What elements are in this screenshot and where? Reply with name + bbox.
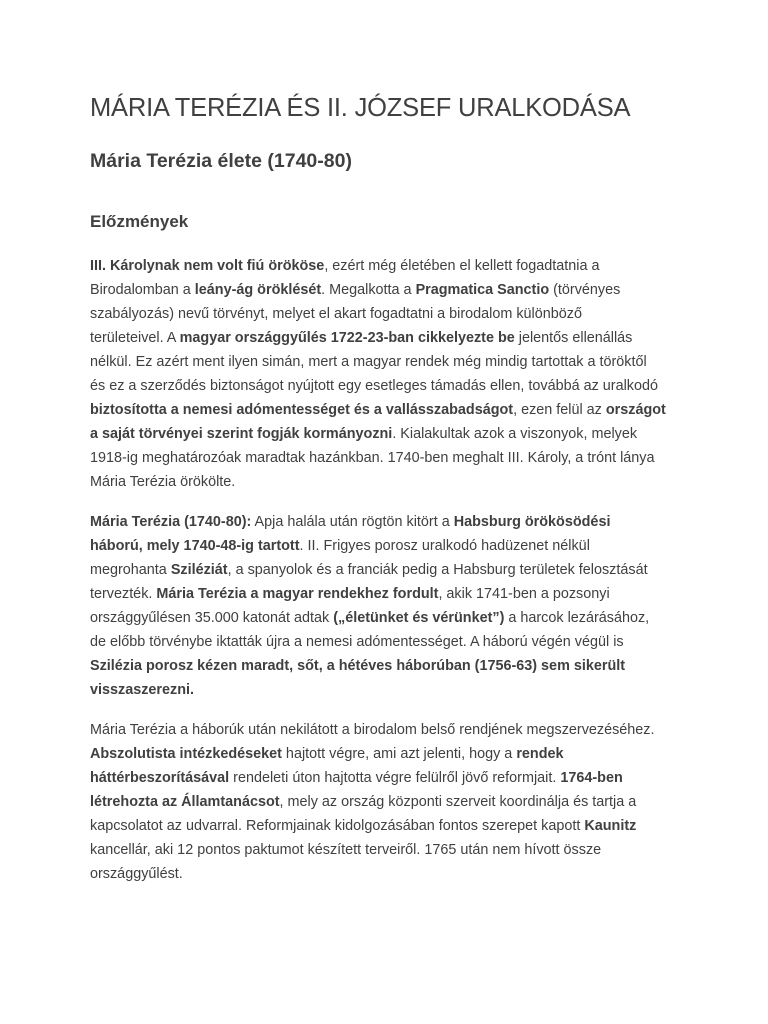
text-run: rendeleti úton hajtotta végre felülről jövő reformjait. — [229, 770, 561, 786]
page-subtitle: Mária Terézia élete (1740-80) — [90, 150, 352, 172]
text-run: , akik 1741-ben a pozsonyi — [438, 586, 610, 602]
text-run: Birodalomban a — [90, 282, 195, 298]
text-run: , mely az ország központi szerveit koordinálja és tartja a — [279, 794, 637, 810]
text-line — [90, 446, 690, 470]
text-line — [90, 606, 690, 630]
text-run: a harcok lezárásához, — [504, 610, 650, 626]
text-line — [90, 630, 690, 654]
text-run: Mária Terézia örökölte. — [90, 474, 236, 490]
text-run: . Kialakultak azok a viszonyok, melyek — [392, 426, 638, 442]
text-line — [90, 398, 690, 422]
bold-text-run: Abszolutista intézkedéseket — [90, 746, 282, 762]
text-line — [90, 254, 690, 278]
text-run: , a spanyolok és a franciák pedig a Habsburg területek felosztását — [227, 562, 648, 578]
paragraph-elozmenyek — [90, 254, 690, 494]
text-line — [90, 862, 690, 886]
text-run: országgyűlésen 35.000 katonát adtak — [90, 610, 334, 626]
paragraph-maria-terezia — [90, 510, 690, 702]
bold-text-run: Sziléziát — [170, 562, 228, 578]
bold-text-run: háború, mely 1740-48-ig tartott — [90, 538, 300, 554]
bold-text-run: a saját törvényei szerint fogják kormányozni — [90, 426, 393, 442]
text-line — [90, 510, 690, 534]
bold-text-run: biztosította a nemesi adómentességet és a vallásszabadságot — [90, 402, 514, 418]
text-run: Apja halála után rögtön kitört a — [251, 514, 454, 530]
bold-text-run: visszaszerezni. — [90, 682, 194, 698]
bold-text-run: III. Károlynak nem volt fiú örököse — [90, 258, 325, 274]
bold-text-run: („életünket és vérünket”) — [333, 610, 505, 626]
text-run: . Megalkotta a — [321, 282, 416, 298]
bold-text-run: rendek — [516, 746, 564, 762]
text-run: , ezért még életében el kellett fogadtatnia a — [324, 258, 600, 274]
bold-text-run: Szilézia porosz kézen maradt, sőt, a hétéves háborúban (1756-63) sem sikerült — [90, 658, 626, 674]
bold-text-run: Kaunitz — [584, 818, 637, 834]
bold-text-run: 1764-ben — [560, 770, 623, 786]
text-line — [90, 742, 690, 766]
text-run: országgyűlést. — [90, 866, 183, 882]
text-line — [90, 718, 690, 742]
text-run: tervezték. — [90, 586, 157, 602]
text-run: kapcsolatot az udvarral. Reformjainak kidolgozásában fontos szerepet kapott — [90, 818, 585, 834]
bold-text-run: létrehozta az Államtanácsot — [90, 794, 280, 810]
text-run: Mária Terézia a háborúk után nekilátott a birodalom belső rendjének megszervezéséhez. — [90, 722, 655, 738]
text-run: de előbb törvénybe iktatták újra a nemesi adómentességet. A háború végén végül is — [90, 634, 624, 650]
text-run: jelentős ellenállás — [514, 330, 633, 346]
text-run: szabályozás) nevű törvényt, melyet el akart fogadtatni a birodalom különböző — [90, 306, 582, 322]
text-line — [90, 654, 690, 678]
page-title: MÁRIA TERÉZIA ÉS II. JÓZSEF URALKODÁSA — [90, 94, 631, 122]
text-line — [90, 302, 690, 326]
text-line — [90, 790, 690, 814]
bold-text-run: Mária Terézia (1740-80): — [90, 514, 252, 530]
text-run: kancellár, aki 12 pontos paktumot készített terveiről. 1765 után nem hívott össze — [90, 842, 602, 858]
text-run: . II. Frigyes porosz uralkodó hadüzenet nélkül — [299, 538, 590, 554]
text-line — [90, 422, 690, 446]
section-heading: Előzmények — [90, 212, 189, 231]
text-line — [90, 678, 690, 702]
text-run: hajtott végre, ami azt jelenti, hogy a — [281, 746, 517, 762]
text-line — [90, 350, 690, 374]
text-line — [90, 326, 690, 350]
text-run: , ezen felül az — [513, 402, 606, 418]
text-run: és ez a szerződés biztonságot nyújtott egy esetleges támadás ellen, továbbá az uralkodó — [90, 378, 658, 394]
text-line — [90, 582, 690, 606]
bold-text-run: országot — [605, 402, 666, 418]
bold-text-run: Mária Terézia a magyar rendekhez fordult — [156, 586, 439, 602]
text-line — [90, 838, 690, 862]
text-run: területeivel. A — [90, 330, 180, 346]
text-run: megrohanta — [90, 562, 171, 578]
bold-text-run: leány-ág öröklését — [194, 282, 322, 298]
text-line — [90, 814, 690, 838]
text-line — [90, 534, 690, 558]
text-run: 1918-ig meghatározóak maradtak hazánkban. 1740-ben meghalt III. Károly, a trónt lánya — [90, 450, 655, 466]
text-line — [90, 374, 690, 398]
text-line — [90, 278, 690, 302]
bold-text-run: magyar országgyűlés 1722-23-ban cikkelyezte be — [179, 330, 515, 346]
text-run: nélkül. Ez azért ment ilyen simán, mert a magyar rendek még mindig tartottak a töröktől — [90, 354, 647, 370]
text-line — [90, 558, 690, 582]
text-line — [90, 470, 690, 494]
text-line — [90, 766, 690, 790]
bold-text-run: Pragmatica Sanctio — [415, 282, 550, 298]
bold-text-run: háttérbeszorításával — [90, 770, 230, 786]
bold-text-run: Habsburg örökösödési — [453, 514, 611, 530]
paragraph-reformok — [90, 718, 690, 886]
text-run: (törvényes — [549, 282, 621, 298]
